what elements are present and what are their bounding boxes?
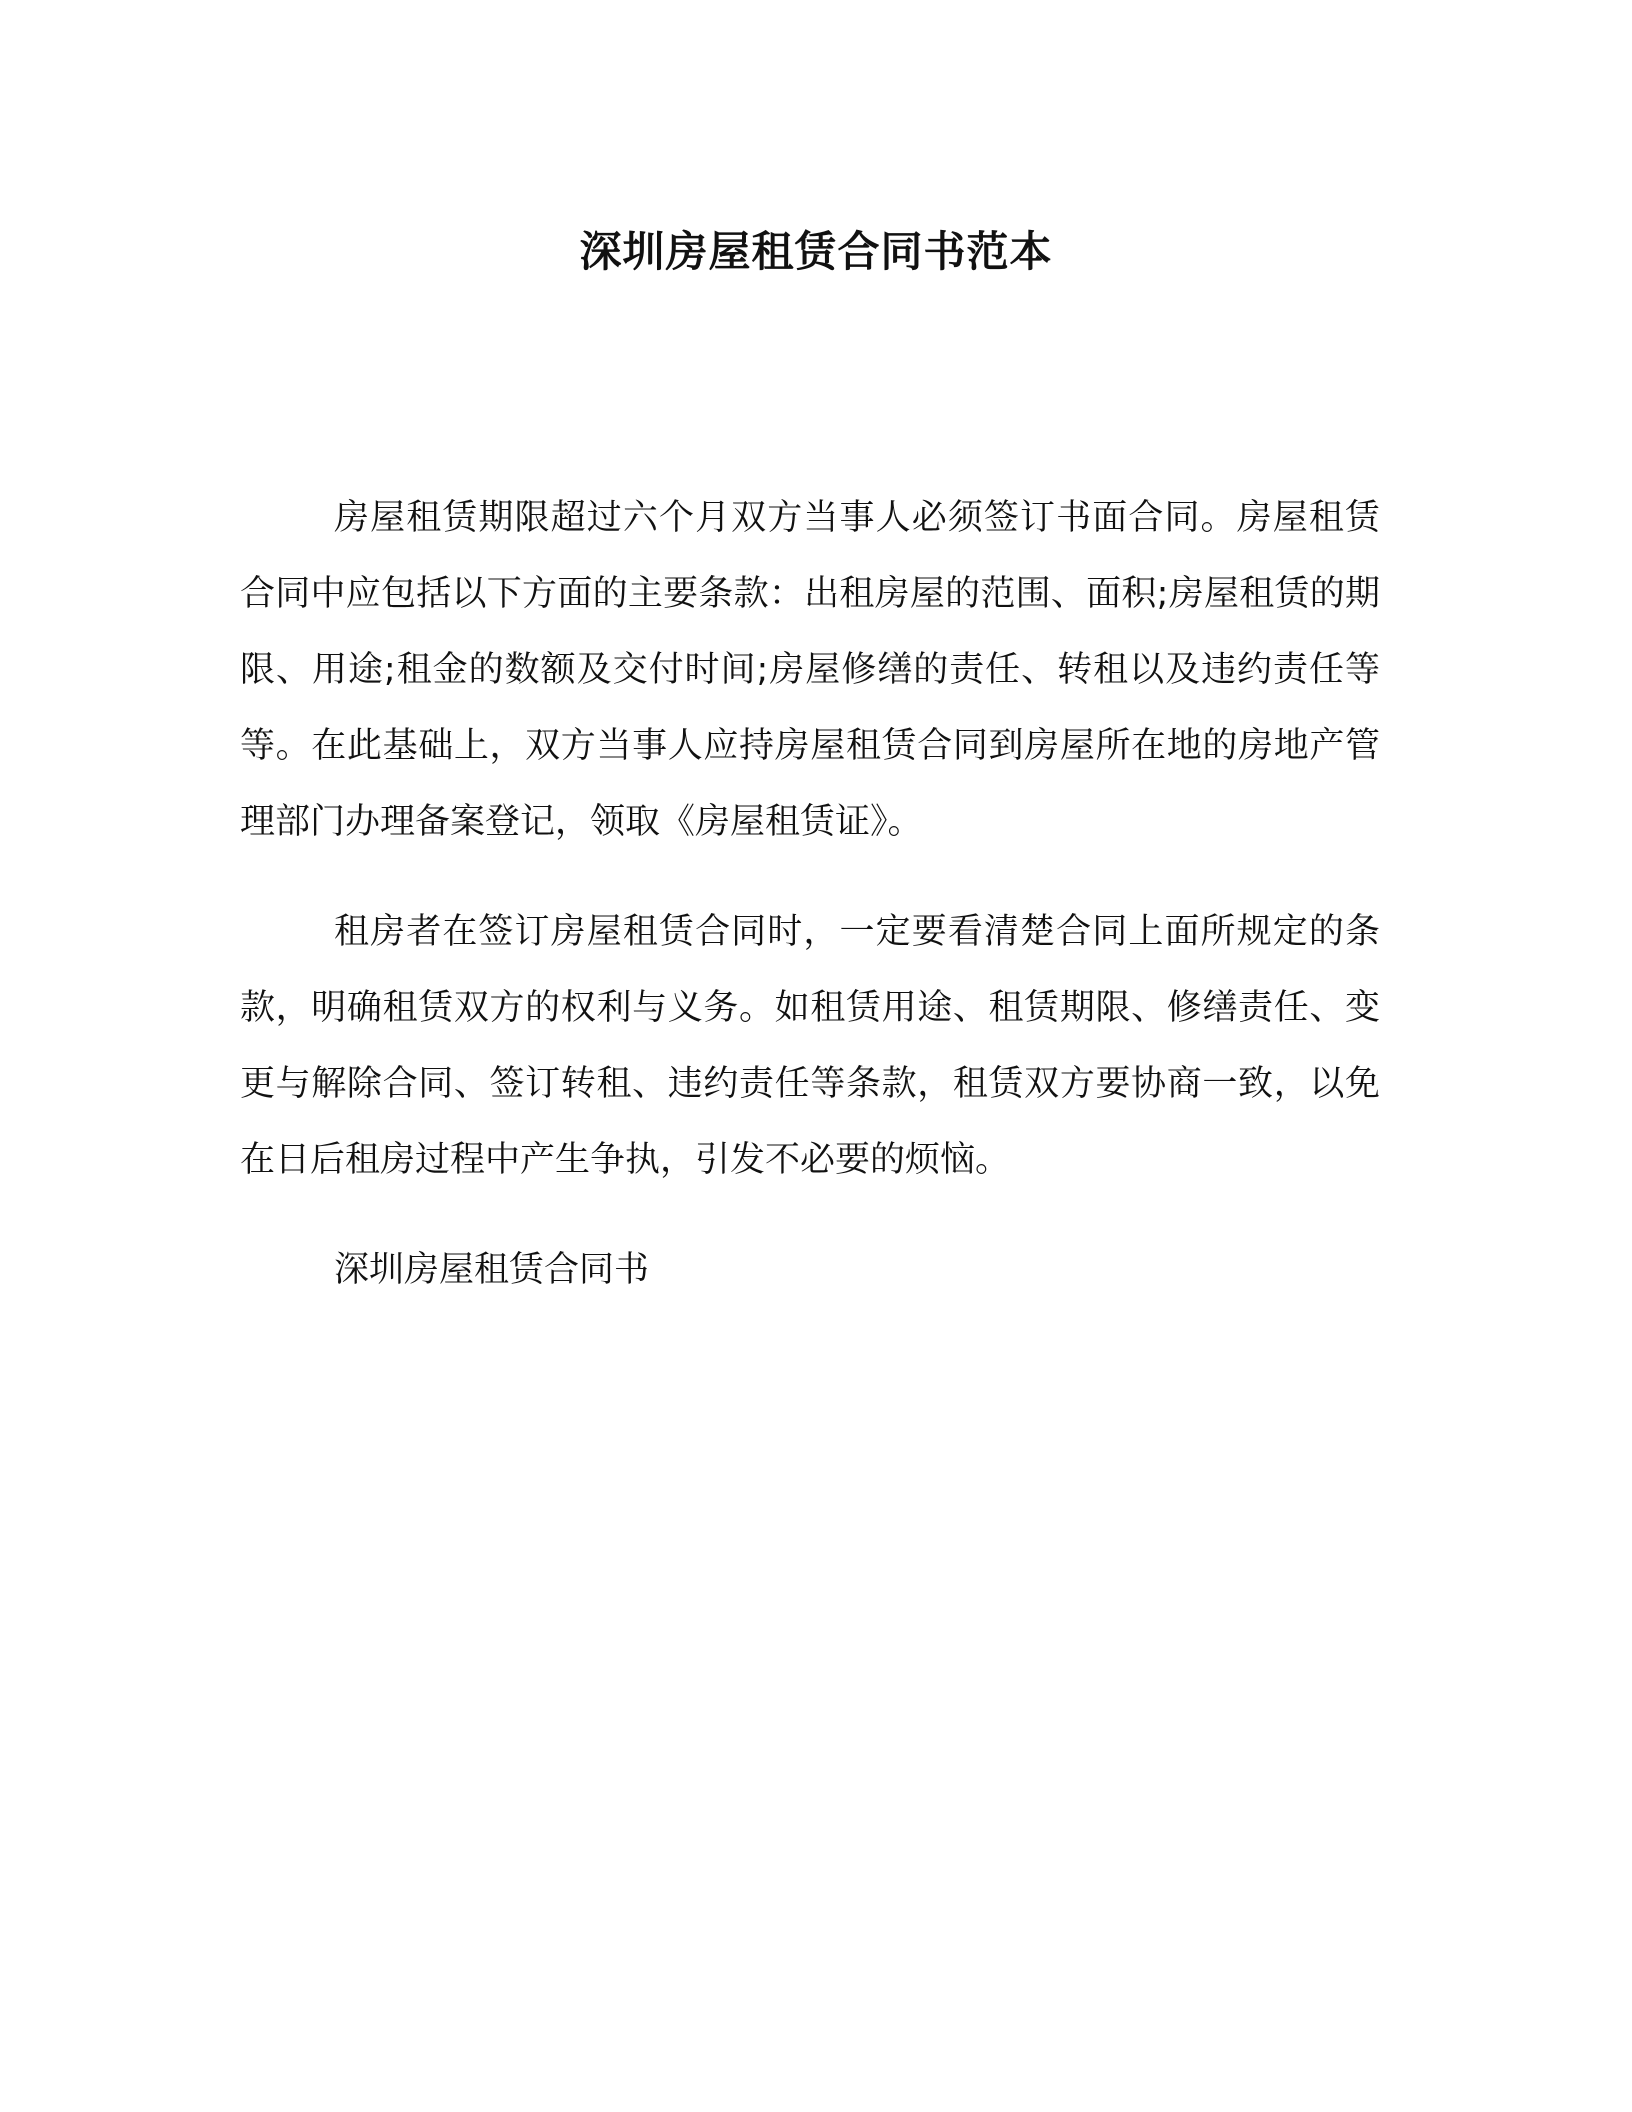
paragraph-lease-requirements: 房屋租赁期限超过六个月双方当事人必须签订书面合同。房屋租赁合同中应包括以下方面的主要条款：出租房屋的范围、面积;房屋租赁的期限、用途;租金的数额及交付时间;房屋修缮的责任、转租以及违约责任等等。在此基础上，双方当事人应持房屋租赁合同到房屋所在地的房地产管理部门办理备案登记，领取《房屋租赁证》。 — [240, 498, 1380, 842]
section-heading-contract: 深圳房屋租赁合同书 — [334, 1250, 650, 1290]
document-title: 深圳房屋租赁合同书范本 — [579, 227, 1053, 276]
paragraph-tenant-advice: 租房者在签订房屋租赁合同时，一定要看清楚合同上面所规定的条款，明确租赁双方的权利与义务。如租赁用途、租赁期限、修缮责任、变更与解除合同、签订转租、违约责任等条款，租赁双方要协商一致，以免在日后租房过程中产生争执，引发不必要的烦恼。 — [240, 912, 1380, 1180]
